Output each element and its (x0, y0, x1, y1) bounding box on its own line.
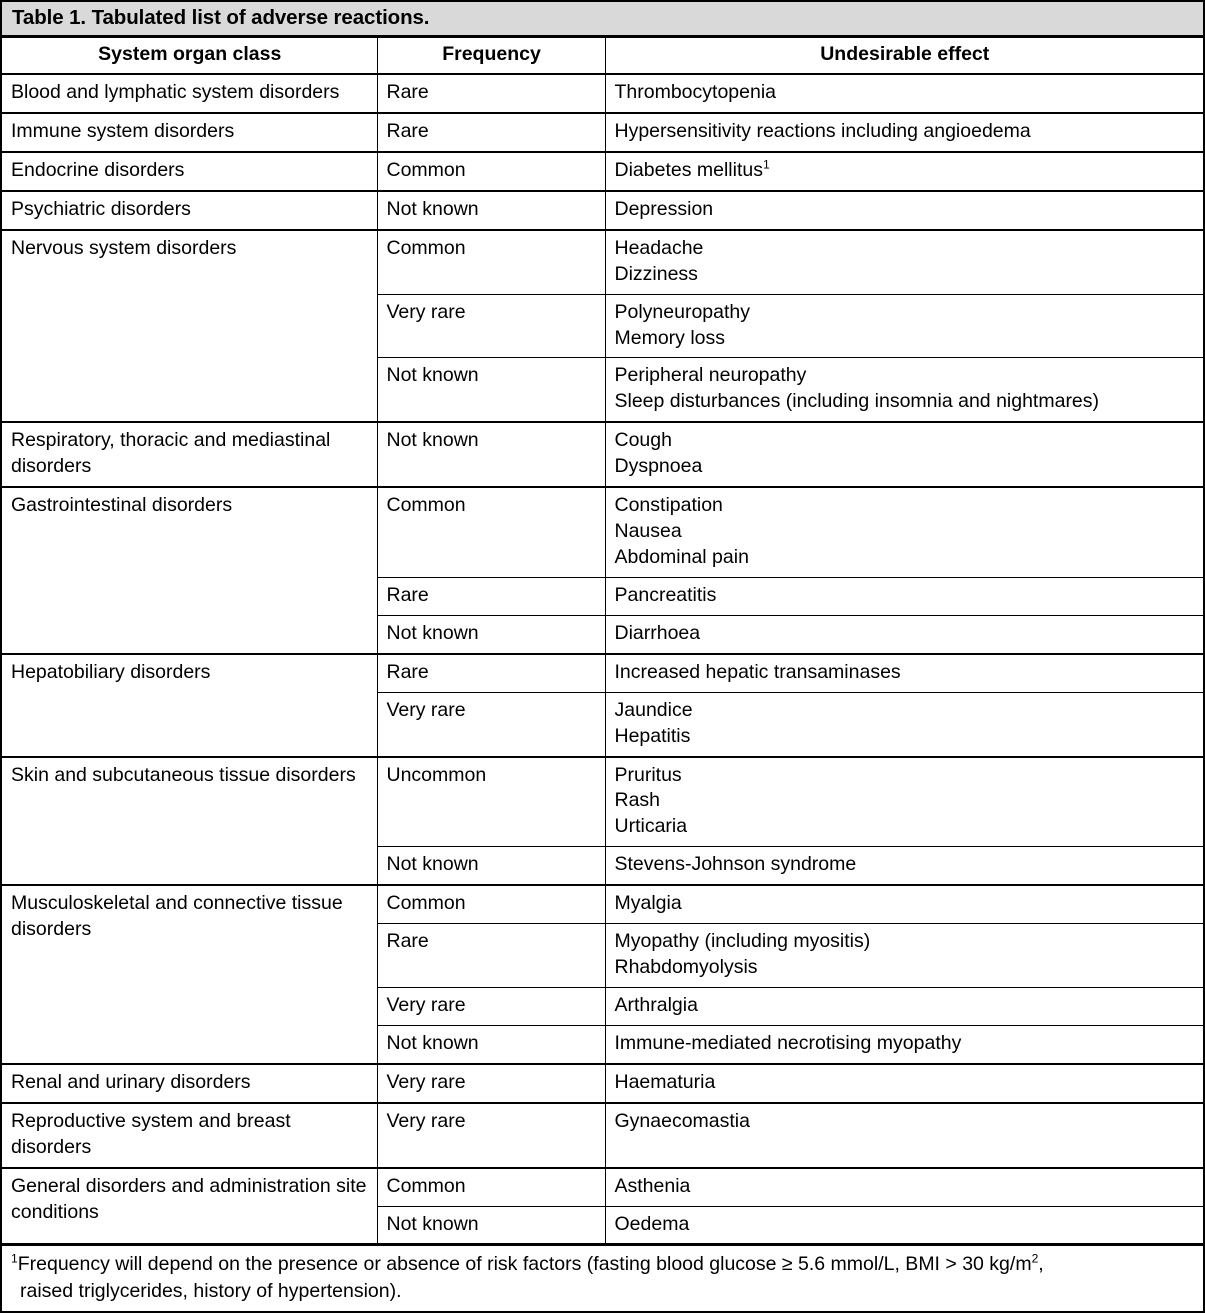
frequency-cell: Rare (377, 654, 605, 692)
system-organ-class-cell: Gastrointestinal disorders (2, 487, 377, 654)
table-row (2, 757, 1203, 847)
undesirable-effect-cell (605, 487, 1203, 577)
undesirable-effect-item: Stevens-Johnson syndrome (614, 853, 857, 876)
frequency-cell: Not known (377, 847, 605, 885)
frequency-cell: Very rare (377, 294, 605, 358)
frequency-cell: Not known (377, 1025, 605, 1063)
undesirable-effect-cell (605, 422, 1203, 487)
table-row (2, 422, 1203, 487)
system-organ-class-cell: Respiratory, thoracic and mediastinal disorders (2, 422, 377, 487)
undesirable-effect-item: Immune-mediated necrotising myopathy (614, 1031, 962, 1054)
undesirable-effect-cell (605, 847, 1203, 885)
system-organ-class-cell: Reproductive system and breast disorders (2, 1103, 377, 1168)
system-organ-class-cell: Renal and urinary disorders (2, 1064, 377, 1103)
frequency-cell: Common (377, 152, 605, 191)
frequency-cell: Rare (377, 74, 605, 113)
undesirable-effect-item: Oedema (614, 1212, 690, 1235)
frequency-cell: Not known (377, 615, 605, 653)
undesirable-effect-cell (605, 988, 1203, 1026)
undesirable-effect-item: Cough (614, 429, 672, 452)
column-header-system-organ-class: System organ class (2, 38, 377, 74)
frequency-cell: Not known (377, 358, 605, 422)
column-header-undesirable-effect: Undesirable effect (605, 38, 1203, 74)
undesirable-effect-item: Pancreatitis (614, 583, 717, 606)
frequency-cell: Rare (377, 113, 605, 152)
undesirable-effect-cell (605, 924, 1203, 988)
undesirable-effect-item: Polyneuropathy (614, 300, 751, 323)
frequency-cell: Common (377, 1168, 605, 1206)
undesirable-effect-item: Memory loss (614, 326, 726, 349)
undesirable-effect-item: Diarrhoea (614, 621, 701, 644)
undesirable-effect-item: Asthenia (614, 1174, 691, 1197)
undesirable-effect-cell (605, 654, 1203, 692)
undesirable-effect-cell (605, 191, 1203, 230)
footnote-line-1 (11, 1251, 1195, 1277)
undesirable-effect-item: Depression (614, 197, 714, 220)
undesirable-effect-cell (605, 615, 1203, 653)
table-row (2, 654, 1203, 692)
frequency-cell: Common (377, 885, 605, 923)
undesirable-effect-cell (605, 1025, 1203, 1063)
undesirable-effect-cell (605, 1206, 1203, 1244)
table-row (2, 885, 1203, 923)
undesirable-effect-cell (605, 358, 1203, 422)
frequency-cell: Not known (377, 422, 605, 487)
system-organ-class-cell: Nervous system disorders (2, 230, 377, 423)
undesirable-effect-item: Hepatitis (614, 724, 691, 747)
system-organ-class-cell: Hepatobiliary disorders (2, 654, 377, 757)
undesirable-effect-cell (605, 1168, 1203, 1206)
undesirable-effect-cell (605, 692, 1203, 756)
undesirable-effect-item: Peripheral neuropathy (614, 364, 807, 387)
undesirable-effect-cell (605, 1103, 1203, 1168)
frequency-cell: Very rare (377, 988, 605, 1026)
column-header-frequency: Frequency (377, 38, 605, 74)
system-organ-class-cell: Immune system disorders (2, 113, 377, 152)
undesirable-effect-item: Haematuria (614, 1070, 716, 1093)
undesirable-effect-cell (605, 113, 1203, 152)
table-row (2, 487, 1203, 577)
table-header-row (2, 38, 1203, 74)
undesirable-effect-cell (605, 577, 1203, 615)
undesirable-effect-item: Headache (614, 236, 704, 259)
frequency-cell: Very rare (377, 1064, 605, 1103)
adverse-reactions-table (2, 37, 1203, 1244)
undesirable-effect-cell (605, 230, 1203, 294)
undesirable-effect-cell (605, 152, 1203, 191)
undesirable-effect-item: Arthralgia (614, 994, 698, 1016)
footnote-line-1-tail: , (1038, 1253, 1044, 1276)
system-organ-class-cell: Psychiatric disorders (2, 191, 377, 230)
frequency-cell: Not known (377, 191, 605, 230)
footnote-superscript-squared: 2 (1031, 1251, 1039, 1266)
effect-footnote-marker: 1 (762, 157, 770, 172)
undesirable-effect-item: Hypersensitivity reactions including angioedema (614, 120, 1031, 143)
system-organ-class-cell: General disorders and administration site conditions (2, 1168, 377, 1244)
table-row (2, 1064, 1203, 1103)
undesirable-effect-item: Gynaecomastia (614, 1109, 750, 1132)
footnote-line-1-text: Frequency will depend on the presence or absence of risk factors (fasting blood glucose ≥ 5.6 mmol/L, BMI > 30 kg/m (17, 1253, 1032, 1276)
table-body (2, 74, 1203, 1244)
table-row (2, 1103, 1203, 1168)
undesirable-effect-item: Diabetes mellitus$^1$ (614, 157, 770, 181)
frequency-cell: Very rare (377, 692, 605, 756)
undesirable-effect-cell (605, 1064, 1203, 1103)
footnote-marker: 1 (11, 1251, 18, 1266)
undesirable-effect-item: Dizziness (614, 262, 698, 285)
undesirable-effect-item: Constipation (614, 494, 723, 517)
undesirable-effect-cell (605, 294, 1203, 358)
undesirable-effect-item: Myalgia (614, 892, 682, 915)
system-organ-class-cell: Musculoskeletal and connective tissue disorders (2, 885, 377, 1064)
frequency-cell: Not known (377, 1206, 605, 1244)
undesirable-effect-item: Thrombocytopenia (614, 81, 777, 104)
table-row (2, 1168, 1203, 1206)
undesirable-effect-item: Sleep disturbances (including insomnia and nightmares) (614, 390, 1100, 413)
table-row (2, 74, 1203, 113)
undesirable-effect-item: Rhabdomyolysis (614, 956, 758, 979)
table-caption: Table 1. Tabulated list of adverse reactions. (2, 2, 1203, 37)
table-footnote (2, 1244, 1203, 1310)
frequency-cell: Very rare (377, 1103, 605, 1168)
table-row (2, 230, 1203, 294)
frequency-cell: Uncommon (377, 757, 605, 847)
frequency-cell: Rare (377, 924, 605, 988)
undesirable-effect-item: Abdominal pain (614, 546, 749, 569)
undesirable-effect-item: Jaundice (614, 698, 693, 721)
frequency-cell: Common (377, 230, 605, 294)
undesirable-effect-item: Dyspnoea (614, 455, 703, 478)
undesirable-effect-item: Myopathy (including myositis) (614, 930, 871, 953)
system-organ-class-cell: Blood and lymphatic system disorders (2, 74, 377, 113)
system-organ-class-cell: Endocrine disorders (2, 152, 377, 191)
system-organ-class-cell: Skin and subcutaneous tissue disorders (2, 757, 377, 886)
table-row (2, 113, 1203, 152)
undesirable-effect-item: Increased hepatic transaminases (614, 660, 901, 683)
undesirable-effect-item: Urticaria (614, 815, 688, 838)
undesirable-effect-item: Nausea (614, 520, 682, 543)
table-row (2, 191, 1203, 230)
undesirable-effect-cell (605, 757, 1203, 847)
footnote-line-2: raised triglycerides, history of hypertension). (20, 1279, 402, 1302)
undesirable-effect-cell (605, 885, 1203, 923)
frequency-cell: Rare (377, 577, 605, 615)
undesirable-effect-item: Rash (614, 789, 661, 812)
undesirable-effect-item: Pruritus (614, 763, 682, 786)
undesirable-effect-cell (605, 74, 1203, 113)
frequency-cell: Common (377, 487, 605, 577)
table-row (2, 152, 1203, 191)
